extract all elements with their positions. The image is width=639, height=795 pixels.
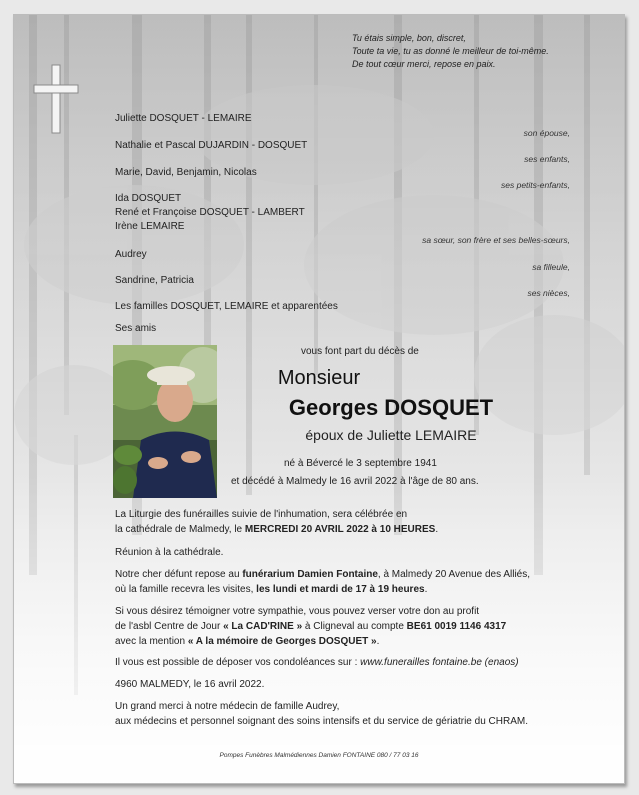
family-name: Irène LEMAIRE	[115, 221, 185, 232]
donation-line	[115, 619, 585, 634]
donation-paragraph	[115, 604, 585, 649]
footer: Pompes Funèbres Malmédiennes Damien FONTAINE 080 / 77 03 16	[219, 752, 419, 759]
donation-text: .	[376, 636, 380, 647]
announcement: vous font part du décès de	[301, 346, 419, 357]
donation-text: à Cligneval au compte	[302, 621, 407, 632]
family-name: Sandrine, Patricia	[115, 275, 194, 286]
funeral-home-paragraph	[115, 567, 585, 597]
ceremony-datetime: MERCREDI 20 AVRIL 2022 à 10 HEURES	[244, 524, 436, 535]
thanks-line: Un grand merci à notre médecin de famille Audrey,	[115, 701, 340, 712]
liturgy-line: La Liturgie des funérailles suivie de l'inhumation, sera célébrée en	[115, 509, 408, 520]
liturgy-text: .	[435, 524, 439, 535]
poem-line: Toute ta vie, tu as donné le meilleur de toi-même.	[352, 46, 549, 56]
spouse-line: époux de Juliette LEMAIRE	[305, 427, 477, 443]
birth-line: né à Bévercé le 3 septembre 1941	[284, 458, 437, 469]
donation-text: de l'asbl Centre de Jour	[115, 621, 224, 632]
family-relation: sa sœur, son frère et ses belles-sœurs,	[422, 235, 570, 245]
family-name: Ses amis	[115, 323, 157, 334]
deceased-name: Georges DOSQUET	[288, 395, 494, 420]
place-date: 4960 MALMEDY, le 16 avril 2022.	[115, 679, 265, 690]
donation-line	[115, 634, 585, 649]
honorific: Monsieur	[277, 367, 361, 389]
funeral-home-line	[115, 567, 585, 582]
family-name: Juliette DOSQUET - LEMAIRE	[115, 113, 252, 124]
family-name: Marie, David, Benjamin, Nicolas	[115, 167, 257, 178]
family-name: Nathalie et Pascal DUJARDIN - DOSQUET	[115, 140, 308, 151]
family-relation: sa filleule,	[532, 262, 570, 272]
funeral-home-text: .	[424, 584, 428, 595]
funeral-home-line	[115, 582, 585, 597]
death-line: et décédé à Malmedy le 16 avril 2022 à l'âge de 80 ans.	[231, 476, 479, 487]
thanks-line: aux médecins et personnel soignant des soins intensifs et du service de gériatrie du CHRAM.	[115, 716, 528, 727]
condolences-line	[115, 655, 585, 670]
family-name: René et Françoise DOSQUET - LAMBERT	[115, 207, 305, 218]
condolences-text: Il vous est possible de déposer vos condoléances sur :	[115, 657, 361, 668]
donation-mention: « A la mémoire de Georges DOSQUET »	[187, 636, 377, 647]
visiting-hours: les lundi et mardi de 17 à 19 heures	[256, 584, 425, 595]
family-name: Les familles DOSQUET, LEMAIRE et apparentées	[115, 301, 338, 312]
condolences-website[interactable]: www.funerailles fontaine.be	[360, 657, 482, 668]
family-name: Audrey	[115, 249, 147, 260]
donation-text: avec la mention	[115, 636, 188, 647]
charity-name: « La CAD'RINE »	[223, 621, 303, 632]
family-relation: ses petits-enfants,	[501, 180, 570, 190]
thanks-paragraph	[115, 699, 585, 729]
family-name: Ida DOSQUET	[115, 193, 182, 204]
funeral-home-name: funérarium Damien Fontaine	[242, 569, 378, 580]
liturgy-line	[115, 522, 585, 537]
poem	[352, 32, 549, 71]
reunion-line: Réunion à la cathédrale.	[115, 547, 224, 558]
poem-line: Tu étais simple, bon, discret,	[352, 33, 466, 43]
family-relation: ses nièces,	[527, 288, 570, 298]
condolences-text: (enaos)	[481, 657, 519, 668]
poem-line: De tout cœur merci, repose en paix.	[352, 59, 496, 69]
family-relation: ses enfants,	[524, 154, 570, 164]
donation-line: Si vous désirez témoigner votre sympathie, vous pouvez verser votre don au profit	[115, 606, 480, 617]
funeral-home-text: Notre cher défunt repose au	[115, 569, 243, 580]
family-relation: son épouse,	[523, 128, 570, 138]
liturgy-text: la cathédrale de Malmedy, le	[115, 524, 245, 535]
funeral-home-text: , à Malmedy 20 Avenue des Alliés,	[377, 569, 531, 580]
cross-icon	[32, 63, 80, 135]
obituary-sheet	[13, 14, 625, 784]
funeral-home-text: où la famille recevra les visites,	[115, 584, 257, 595]
liturgy-paragraph	[115, 507, 585, 537]
bank-account: BE61 0019 1146 4317	[406, 621, 507, 632]
